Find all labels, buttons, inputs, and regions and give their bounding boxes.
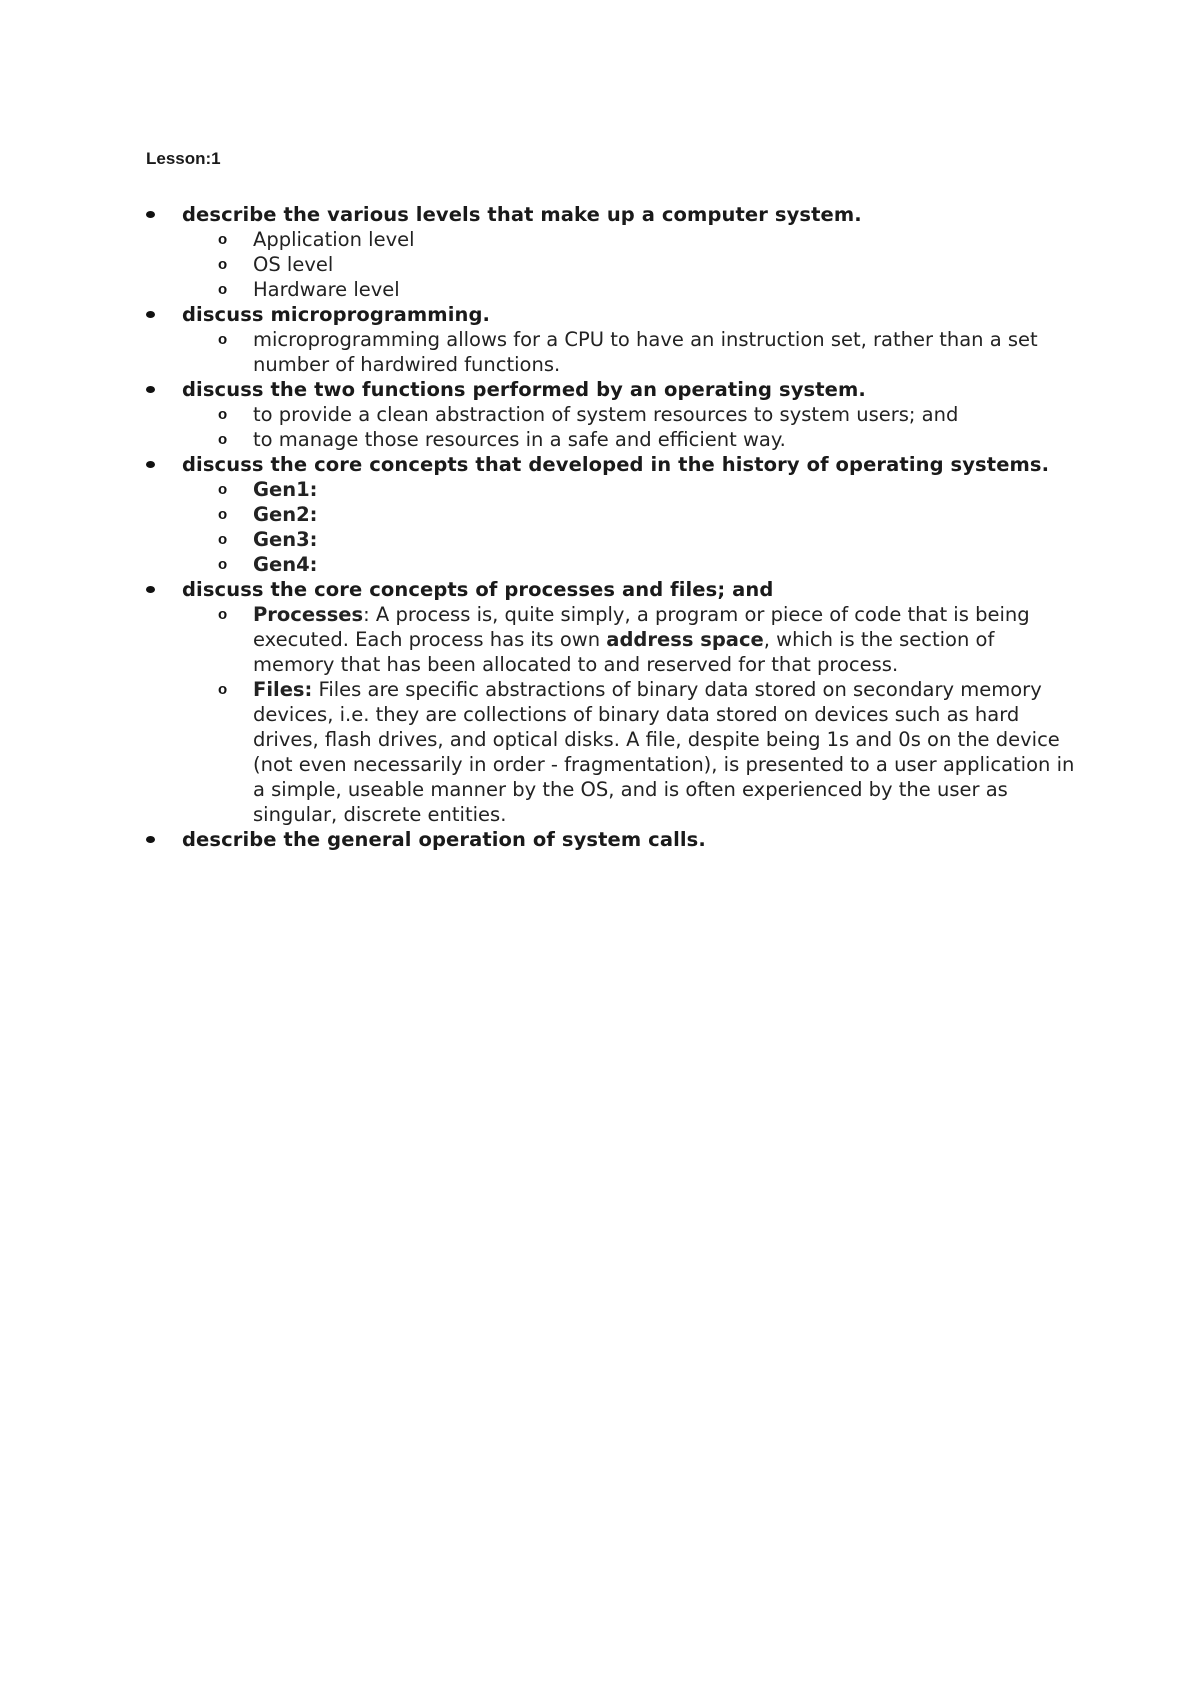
bullet-icon [146,586,155,593]
definition-text: Files are specific abstractions of binary data stored on secondary memory devices, i.e. they are collections of binary data stored on devices such as hard drives, flash drives, and optical disks. A file, despite being 1s and 0s on the device (not even necessarily in order - fragmentation), is presented to a user application in a simple, useable manner by the OS, and is often experienced by the user as singular, discrete entities. [253,678,1075,826]
sub-bullet-icon: o [218,681,228,698]
bullet-icon [146,311,155,318]
sub-bullet-icon: o [218,281,228,298]
sub-list [182,327,1076,377]
sub-item-text [217,677,1076,827]
page-title: Lesson:1 [146,149,221,168]
sub-bullet-icon: o [218,506,228,523]
topic-heading: discuss the core concepts of processes and files; and [182,578,774,601]
sub-item [146,252,1076,277]
topic-list [146,202,1076,852]
sub-list [182,477,1076,577]
term-label: Processes [253,603,364,626]
sub-bullet-icon: o [218,556,228,573]
sub-bullet-icon: o [218,406,228,423]
sub-item [146,677,1076,827]
sub-item-text: Gen3: [253,528,318,551]
sub-item-text: Application level [253,228,415,251]
definition-text: : A process is, quite simply, a program or piece of code that is being executed. Each process has its own [253,603,1030,651]
sub-bullet-icon: o [218,431,228,448]
sub-bullet-icon: o [218,481,228,498]
topic-heading: discuss the core concepts that developed in the history of operating systems. [182,453,1050,476]
sub-item-text: Hardware level [253,278,400,301]
sub-bullet-icon: o [218,606,228,623]
sub-bullet-icon: o [218,256,228,273]
sub-item [146,227,1076,252]
sub-item-text: microprogramming allows for a CPU to have an instruction set, rather than a set number of hardwired functions. [253,328,1038,376]
term-label: Files: [253,678,313,701]
list-item [146,452,1076,577]
definition-text: , which is the section of memory that has been allocated to and reserved for that process. [253,628,995,676]
topic-heading: describe the general operation of system calls. [182,828,706,851]
sub-item-text: to manage those resources in a safe and efficient way. [253,428,786,451]
sub-bullet-icon: o [218,531,228,548]
bullet-icon [146,211,155,218]
sub-item [146,277,1076,302]
sub-bullet-icon: o [218,331,228,348]
sub-item [146,527,1076,552]
list-item [146,377,1076,452]
topic-heading: discuss the two functions performed by an operating system. [182,378,866,401]
sub-item-text: Gen1: [253,478,318,501]
sub-bullet-icon: o [218,231,228,248]
list-item [146,827,1076,852]
topic-heading: discuss microprogramming. [182,303,491,326]
sub-item [146,552,1076,577]
list-item [146,202,1076,302]
bullet-icon [146,386,155,393]
topic-heading: describe the various levels that make up a computer system. [182,203,862,226]
sub-item [146,402,1076,427]
list-item [146,302,1076,377]
sub-item-text: to provide a clean abstraction of system resources to system users; and [253,403,959,426]
sub-list [182,402,1076,452]
bullet-icon [146,461,155,468]
sub-item-text: Gen4: [253,553,318,576]
sub-item [146,477,1076,502]
sub-item-text [217,602,1076,677]
sub-item [146,502,1076,527]
sub-list [182,602,1076,827]
sub-item-text: Gen2: [253,503,318,526]
sub-list [182,227,1076,302]
sub-item [146,327,1076,377]
sub-item-text: OS level [253,253,334,276]
sub-item [146,602,1076,677]
bullet-icon [146,836,155,843]
sub-item [146,427,1076,452]
list-item [146,577,1076,827]
emphasis-term: address space [606,628,764,651]
